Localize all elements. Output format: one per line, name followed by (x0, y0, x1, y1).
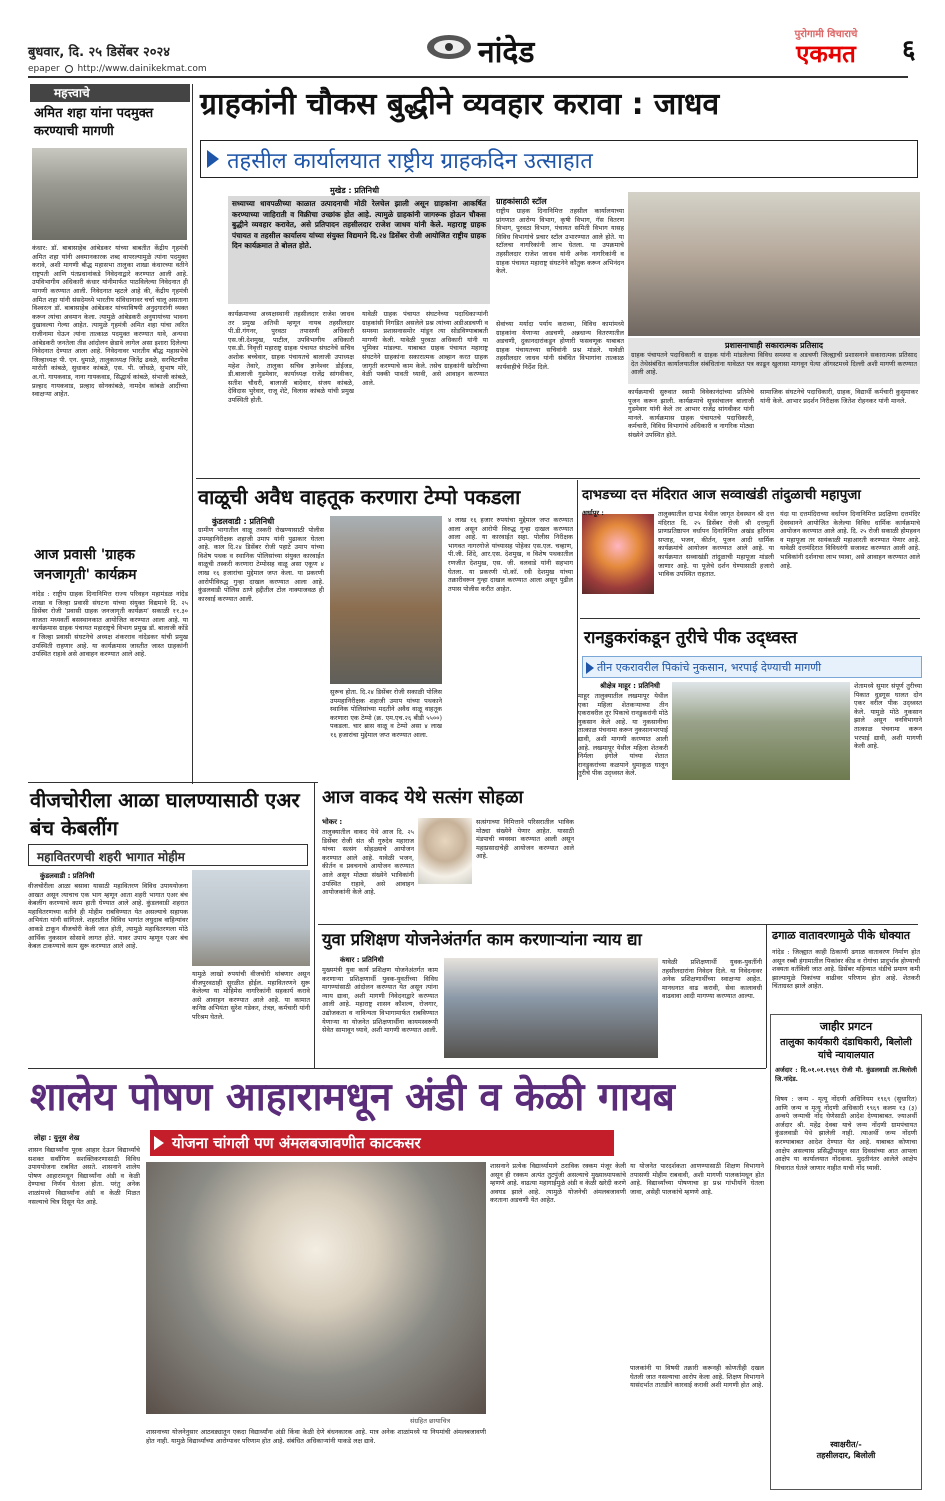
school-subhead (150, 1130, 614, 1156)
tempo-body: ग्रामीण भागातील वाळू तस्करी रोखण्यासाठी पोलीस उपमहानिरीक्षक शहाजी उमाप यांनी पुढाकार घेतला आहे. काल दि.२४ डिसेंबर रोजी पहाटे उमाप यांच्या विशेष पथक व स्थानिक पोलिसांच्या संयुक्त कारवाईत वाळूची तस्करी करणारा टेम्पोसह वाळू असा एकूण ४ लाख १६ हजारांचा मुद्देमाल जप्त केला. या प्रकरणी आरोपीविरुद्ध गुन्हा दाखल करण्यात आला आहे. कुंडलवाडी पोलिस ठाणे हद्दीतील टोल नाक्याजवळ ही कारवाई करण्यात आली. (198, 526, 324, 603)
datta-dateline: अर्धापूर : (582, 509, 604, 517)
public-notice (770, 1014, 922, 1490)
school-headline: शालेय पोषण आहारामधून अंडी व केळी गायब (30, 1075, 675, 1120)
story-body: कंधार: डॉ. बाबासाहेब आंबेडकर यांच्या बाबतीत केंद्रीय गृहमंत्री अमित शहा यांनी अवमानकारक शब्द वापरल्यामुळे त्यांना पदमुक्त करावे, अशी मागणी बौद्ध महासभा तालुका शाखा कंधारच्या वतीने राष्ट्रपती आणि पंतप्रधानांकडे निवेदनाद्वारे करण्यात आली आहे. उपविभागीय अधिकारी कंधार यांनीमार्फत पाठविलेल्या निवेदनात ही मागणी करण्यात आली. निवेदनात म्हटले आहे की, केंद्रीय गृहमंत्री अमित शहा यांनी संसदेमध्ये भारतीय संविधानावर चर्चा चालू असताना विश्वरत्न डॉ. बाबासाहेब आंबेडकर यांच्याविषयी अनुदगारांनी व्यक्त करून त्यांचा अवमान केला. त्यामुळे आंबेडकरी अनुयायांच्या भावना दुखावल्या गेल्या आहेत. त्यामुळे गृहमंत्री अमित शहा यांचा त्वरित राजीनामा घेऊन त्यांना तात्काळ पदमुक्त करण्यात यावे, अन्यथा आंबेडकरी जनतेला तीव्र आंदोलन छेडावे लागेल असा इशारा दिलेल्या निवेदनात देण्यात आला आहे. निवेदनावर भारतीय बौद्ध महासभेचे जिल्हाध्यक्ष पी. एन. धुमाळे, तालुकाध्यक्ष जितेंद्र ढवळे, सरचिटणीस मारोती कांबळे, सुधाकर कांबळे, एस. पी. जोंधळे, सुभाष मोरे, अ.गो. गायकवाड, नाना गायकवाड, सिद्धार्थ कांबळे, संभाजी कांबळे, प्रल्हाद गायकवाड, प्रल्हाद सोनकांबळे, नामदेव कांबळे आदींच्या स्वाक्षऱ्या आहेत. (32, 244, 188, 399)
lead-column: सेवांच्या मर्यादा पर्याय कराव्या, विविध कामांमध्ये ग्राहकांना येणाऱ्या अडचणी, अन्नधान्य वितरणातील अडचणी, दुकानदारांकडून होणारी फसवणूक याबाबत ग्राहक पंचायतच्या सचिवांनी प्रश्न मांडले. यावेळी तहसीलदार जाधव यांनी संबंधित विभागांना तात्काळ कार्यवाहीचे निर्देश दिले. (496, 320, 624, 371)
datta-body: तालुक्यातील दाभड येथील जागृत देवस्थान श्री दत्त मंदिरात दि. २५ डिसेंबर रोजी श्री दत्तमूर्ती प्राणप्रतिष्ठापन वर्धापन दिनानिमित्त अखंड हरिनाम सप्ताह, भजन, कीर्तन, पूजन आदी धार्मिक कार्यक्रमांचे आयोजन करण्यात आले आहे. या कार्यक्रमात सव्वाखंडी तांदुळाची महापूजा मांडली जाणार आहे. या पूजेचे दर्शन घेण्यासाठी हजारो भाविक उपस्थित राहतात. (658, 510, 774, 579)
datta-idol-photo (582, 514, 654, 594)
randuk-body: माहूर तालुक्यातील लखमापूर येथील एका महिला शेतकऱ्याच्या तीन एकरावरील तूर पिकाचे रानडुकरांनी मोठे नुकसान केले आहे. या नुकसानीचा तात्काळ पंचनामा करून नुकसानभरपाई द्यावी, अशी मागणी करण्यात आली आहे. लखमापूर येथील महिला शेतकरी निर्मला इंगोले यांच्या शेतात रानडुकरांच्या कळपाने धुमाकूळ घालून तुरीचे पीक उद्ध्वस्त केले. (578, 692, 668, 778)
epaper-line (28, 64, 207, 74)
yuva-body: यावेळी प्रशिक्षणार्थी युवक-युवतींनी तहसीलदारांना निवेदन दिले. या निवेदनावर अनेक प्रशिक्षणार्थींच्या स्वाक्षऱ्या आहेत. मानधनात वाढ करावी, सेवा कालावधी वाढवावा आदी मागण्या करण्यात आल्या. (662, 958, 762, 1001)
datta-headline: दाभडच्या दत्त मंदिरात आज सव्वाखंडी तांदुळाची महापुजा (582, 487, 861, 503)
masthead-rule (28, 76, 908, 78)
school-body: शासनाने प्रत्येक विद्यार्थ्यामागे ठराविक रक्कम मंजूर केली असून ही रक्कम अत्यंत तुटपुंजी असल्याचे मुख्याध्यापकांचे म्हणणे आहे. वाढत्या महागाईमुळे अंडी व केळी खरेदी करणे अवघड झाले आहे. त्यामुळे योजनेची अंमलबजावणी करताना अडचणी येत आहेत. (490, 1162, 626, 1205)
vij-subhead (28, 844, 308, 866)
satsang-body: सत्संगाच्या निमित्ताने परिसरातील भाविक मोठ्या संख्येने येणार आहेत. यासाठी मंडपाची व्यवस्था करण्यात आली असून महाप्रसादाचेही आयोजन करण्यात आले आहे. (476, 818, 574, 861)
notice-title: जाहीर प्रगटन (819, 1020, 873, 1033)
column-divider (314, 782, 315, 1068)
notice-signature-name: तहसीलदार, बिलोली (816, 1451, 876, 1460)
tempo-body: सुरूच होता. दि.२४ डिसेंबर रोजी सकाळी पोलिस उपमहानिरीक्षक शहाजी उमाप यांच्या पथकाने स्थानिक पोलिसांच्या मदतीने अवैध वाळू वाहतूक करणारा एक टेम्पो (क्र. एम.एच.२६ बीडी ५५००) पकडला. चार ब्रास वाळू व टेम्पो असा ४ लाख १६ हजारांचा मुद्देमाल जप्त करण्यात आला. (330, 688, 442, 739)
randuk-headline: रानडुकरांकडून तुरीचे पीक उद्ध्वस्त (584, 628, 798, 648)
website-link[interactable]: http://www.dainikekmat.com (77, 64, 207, 74)
datta-body: यंदा या दत्तमंदिराच्या वर्धापन दिनानिमित्त प्रदक्षिणा दत्तमंदिर देवस्थानने आयोजित केलेल्या विविध धार्मिक कार्यक्रमाचे आयोजन करण्यात आले आहे. दि. २५ रोजी सकाळी होमहवन व महापूजा तर सायंकाळी महाआरती करण्यात येणार आहे. यावेळी दत्तमंदिरात विविधरंगी सजावट करण्यात आली आहे. भाविकांनी दर्शनाचा लाभ घ्यावा, असे आवाहन करण्यात आले आहे. (780, 510, 920, 570)
stall-box-body: राष्ट्रीय ग्राहक दिनानिमित्त तहसील कार्यालयाच्या प्रांगणात आरोग्य विभाग, कृषी विभाग, गॅस वितरण विभाग, पुरवठा विभाग, पंचायत समिती विभाग यासह विविध विभागांचे प्रचार स्टॉल उभारण्यात आले होते. या स्टॉलचा नागरिकांनी लाभ घेतला. या उपक्रमाचे तहसीलदार राजेश जाधव यांनी अनेक नागरिकांनी व ग्राहक पंचायत महाराष्ट्र संघटनेने कौतुक करून अभिनंदन केले. (496, 207, 624, 276)
lead-column: यावेळी ग्राहक पंचायत संघटनेच्या पदाधिकाऱ्यांनी ग्राहकांसी निगडित असलेले प्रश्न त्यांच्या अडीअडचणी व समस्या प्रशासनासमोर मांडून त्या सोडविण्याबाबती मागणी केली. यावेळी पुरवठा अधिकारी यांनी या भूमिका मांडल्या. याबाबत ग्राहक पंचायत महाराष्ट्र संघटनेने ग्राहकांना सकारात्मक आव्हान करत ग्राहक जागृती करण्याचे काम केले. तसेच ग्राहकांनी खरेदीच्या वेळी पक्की पावती घ्यावी, असे आवाहन करण्यात आले. (362, 310, 488, 387)
lead-intro-text: सध्याच्या धावपळीच्या काळात उत्पादनाची मोठी रेलचेल झाली असून ग्राहकांना आकर्षित करण्याच्या जाहिराती व विक्रीचा उच्छांक होत आहे. त्यामुळे ग्राहकांनी जागरूक होऊन चौकस बुद्धीने व्यवहार करावेत, असे प्रतिपादन तहसीलदार राजेश जाधव यांनी केले. महाराष्ट्र ग्राहक पंचायत व तहसील कार्यालय यांच्या संयुक्त विद्यमाने दि.२४ डिसेंबर रोजी आयोजित राष्ट्रीय ग्राहक दिन कार्यक्रमात ते बोलत होते. (232, 199, 486, 250)
vij-dateline: कुंडलवाडी : प्रतिनिधी (40, 872, 95, 880)
lead-column: सामाजिक संघटनेचे पदाधिकारी, ग्राहक, विद्यार्थी कर्मचारी कुसुमाकर यांनी केले. आभार प्रदर्शन निरीक्षक जितेश रोहनकर यांनी मानले. (760, 388, 918, 405)
story-body: नांदेड : राष्ट्रीय ग्राहक दिनानिमित्त राज्य परिवहन महामंडळ नांदेड शाखा व जिल्हा प्रवासी संघटना यांच्या संयुक्त विद्यमाने दि. २५ डिसेंबर रोजी 'प्रवासी ग्राहक जनजागृती कार्यक्रम' सकाळी ११.३० वाजता मध्यवर्ती बसस्थानकात आयोजित करण्यात आला आहे. या कार्यक्रमास ग्राहक पंचायत महाराष्ट्रचे विभाग प्रमुख डॉ. बालाजी कोंडे व जिल्हा प्रवासी संघटनेचे अध्यक्ष शंकरराव नांदेडकर यांची प्रमुख उपस्थिती राहणार आहे. या कार्यक्रमास जास्तीत जास्त ग्राहकांनी उपस्थित राहावे असे आवाहन करण्यात आले आहे. (32, 590, 188, 659)
notice-signature-label: स्वाक्षरीत/- (830, 1440, 862, 1449)
randuk-dateline: श्रीक्षेत्र माहूर : प्रतिनिधी (600, 682, 660, 690)
yuva-headline: युवा प्रशिक्षण योजनेअंतर्गत काम करणाऱ्यांना न्याय द्या (322, 930, 642, 949)
photo-caption (628, 338, 920, 384)
farm-photo (672, 682, 850, 780)
randuk-body: शेतामध्ये सुमार संपूर्ण तुरीच्या पिकात धुडगूस घालत दोन एकर वरील पीक उद्ध्वस्त केले. यामुळे मोठे नुकसान झाले असून वनविभागाने तात्काळ पंचनामा करून भरपाई द्यावी, अशी मागणी केली आहे. (854, 682, 922, 751)
arrow-icon (586, 662, 594, 674)
section-rule (580, 618, 920, 619)
protest-photo (32, 148, 187, 240)
vij-subhead-text: महावितरणची शहरी भागात मोहीम (37, 850, 185, 864)
vij-body: यामुळे लाखो रुपयांची वीजचोरी थांबणार असून वीजपुरवठाही सुरळीत होईल. महावितरणने सुरू केलेल्या या मोहिमेस नागरिकांनी सहकार्य करावे असे आवाहन करण्यात आले आहे. या कामात कनिष्ठ अभियंता सुरेश गडेकर, तंत्रज्ञ, कर्मचारी यांनी परिश्रम घेतले. (192, 970, 310, 1021)
school-dateline: लोहा : युनूस शेख (34, 1134, 80, 1142)
issue-date: बुधवार, दि. २५ डिसेंबर २०२४ (28, 45, 170, 60)
pik-headline: ढगाळ वातावरणामुळे पीके धोक्यात (772, 929, 911, 942)
saint-photo (418, 818, 472, 884)
globe-icon (65, 65, 73, 73)
school-body: शासनाच्या योजनेनुसार आठवड्यातून एकदा विद्यार्थ्यांना अंडी किंवा केळी देणे बंधनकारक आहे. मात्र अनेक शाळांमध्ये या नियमांची अंमलबजावणी होत नाही. यामुळे विद्यार्थ्यांच्या आरोग्यावर परिणाम होत आहे. संबंधित अधिकाऱ्यांनी याकडे लक्ष द्यावे. (146, 1428, 486, 1445)
edition-ornament (425, 32, 473, 62)
ceremony-photo (628, 192, 920, 336)
satsang-body: तालुक्यातील वाकद येथे आज दि. २५ डिसेंबर रोजी संत श्री गुरुदेव महाराज यांच्या सत्संग सोहळ्याचे आयोजन करण्यात आले आहे. यावेळी भजन, कीर्तन व प्रवचनाचे आयोजन करण्यात आले असून मोठ्या संख्येने भाविकांनी उपस्थित राहावे, असे आवाहन आयोजकांनी केले आहे. (322, 828, 414, 897)
satsang-dateline: भोकर : (322, 818, 343, 826)
randuk-subhead-text: तीन एकरावरील पिकांचे नुकसान, भरपाई देण्याची मागणी (597, 661, 822, 674)
yuva-dateline: कंधार : प्रतिनिधी (340, 956, 384, 964)
lead-headline: ग्राहकांनी चौकस बुद्धीने व्यवहार करावा : जाधव (200, 87, 720, 122)
photo-caption-title: प्रशासनाचाही सकारात्मक प्रतिसाद (724, 341, 824, 350)
brand-tagline: पुरोगामी विचाराचे (794, 29, 858, 40)
masthead (0, 0, 945, 80)
edition-name: नांदेड (478, 35, 535, 70)
photo-caption-body: ग्राहक पंचायतने पदाधिकारी व ग्राहक यांनी मांडलेल्या विविध समस्या व अडचणी जिल्ह्याची प्रशासनाने सकारात्मक प्रतिसाद देत तेथेसंबंधित कार्यालयातील संबंधितांना यावेळत पत्र काढून खुलासा मागवून येत्या ऑगस्टमध्ये दिल्ली अशी मागणी करण्यात आली आहे. (631, 351, 917, 377)
lead-column: कार्यक्रमाची सुरुवात स्वामी विवेकानंदांच्या प्रतिमेचे पूजन करून झाली. कार्यक्रमाचे सूत्रसंचालन बालाजी गुडमेवार यांनी केले तर आभार राजेंद्र सांगवीकर यांनी मानले. कार्यक्रमास ग्राहक पंचायतचे पदाधिकारी, कर्मचारी, विविध विभागांचे अधिकारी व नागरिक मोठ्या संख्येने उपस्थित होते. (628, 388, 754, 439)
story-headline: अमित शहा यांना पदमुक्त करण्याची मागणी (34, 106, 154, 139)
vij-headline: वीजचोरीला आळा घालण्यासाठी एअर बंच केबलींग (30, 788, 300, 840)
section-rule (28, 782, 318, 783)
eggs-meal-photo (146, 1162, 486, 1414)
randuk-subhead (582, 656, 922, 678)
satsang-headline: आज वाकद येथे सत्संग सोहळा (322, 787, 524, 808)
arrow-icon (207, 150, 219, 168)
notice-court: तालुका कार्यकारी दंडाधिकारी, बिलोली यांचे न्यायालयात (780, 1037, 912, 1061)
notice-body: विषय : जन्म - मृत्यू नोंदणी अधिनियम १९६९ (सुधारित) आणि जन्म व मृत्यू नोंदणी अधिकारी १९६९ कलम १३ (३) अन्वये जन्माची नोंद घेणेसाठी आदेश देण्याबाबत. ज्याअर्थी अर्जदार श्री. महेंद्र देवबा याचे जन्म नोंदणी ग्रामपंचायत कुंडलवाडी येथे झालेली नाही. त्याअर्थी जन्म नोंदणी करण्याबाबत आदेश देण्यात येत आहे. याबाबत कोणाचा आक्षेप असल्यास प्रसिद्धीपासून सात दिवसांच्या आत आपला आक्षेप या कार्यालयात नोंदवावा. मुदतीनंतर आलेले आक्षेप विचारात घेतले जाणार नाहीत याची नोंद घ्यावी. (775, 1095, 917, 1172)
stall-box-title: ग्राहकांसाठी स्टॉल (496, 197, 547, 206)
lead-column: कार्यक्रमाच्या अध्यक्षस्थानी तहसीलदार राजेश जाधव तर प्रमुख अतिथी म्हणून नायब तहसीलदार पी.डी.गंगनर, पुरवठा तपासणी अधिकारी एस.जी.देशमुख, पाटील, उपविभागीय अधिकारी एस.डी. निवृत्ती महाराष्ट्र ग्राहक पंचायत संघटनेचे सचिव अशोक बच्चेवार, ग्राहक पंचायतचे बालाजी उपाध्यक्ष महेश तेवारे, तालुका सचिव ज्ञानेश्वर डोईजड, डी.बालाजी गुडमेवार, कार्याध्यक्ष राजेंद्र सांगवीकर, सतीश चौधरी, बालाजी बादेवार, संजय कांबळे, देविदास भुरेवार, राजू शेटे, विलास कांबळे यांची प्रमुख उपस्थिती होती. (228, 310, 354, 404)
school-body: या योजनेत पारदर्शकता आणण्यासाठी शिक्षण विभागाने तपासणी मोहीम राबवावी, अशी मागणी पालकांमधून होत आहे. विद्यार्थ्यांच्या पोषणाचा हा प्रश्न गांभीर्याने घेतला जावा, असेही पालकांचे म्हणणे आहे. (630, 1162, 764, 1196)
notice-case: अर्जदार : दि.०१.०१.१९६९ रोजी मौ. कुंडलवाडी ता.बिलोली जि.नांदेड. (775, 1066, 917, 1083)
section-label (30, 84, 190, 102)
yuva-group-photo (444, 958, 658, 1058)
section-rule (196, 478, 920, 479)
pik-body: नांदेड : जिल्ह्यात काही ठिकाणी ढगाळ वातावरण निर्माण होत असून रब्बी हंगामातील पिकांवर कीड व रोगांचा प्रादुर्भाव होण्याची शक्यता वर्तविली जात आहे. डिसेंबर महिन्यात थंडीचे प्रमाण कमी झाल्यामुळे पिकांच्या वाढीवर परिणाम होत आहे. शेतकरी चिंताग्रस्त झाले आहेत. (772, 948, 920, 991)
school-body: शासन विद्यार्थ्यांना पूरक आहार देऊन विद्यार्थ्यांचे सशक्त सर्वांगिण सशक्तिकरणासाठी विविध उपाययोजना राबवित असते. शासनाने शालेय पोषण आहारामधून विद्यार्थ्यांना अंडी व केळी देण्याचा निर्णय घेतला होता. परंतु अनेक शाळांमध्ये विद्यार्थ्यांना अंडी व केळी मिळत नसल्याचे चित्र दिसून येत आहे. (28, 1146, 140, 1206)
lead-subhead-text: तहसील कार्यालयात राष्ट्रीय ग्राहकदिन उत्साहात (227, 149, 593, 174)
lead-subhead (200, 140, 918, 178)
tempo-dateline: कुंडलवाडी : प्रतिनिधी (212, 517, 275, 526)
school-subhead-text: योजना चांगली पण अंमलबजावणीत काटकसर (172, 1134, 421, 1152)
tempo-body: ४ लाख १६ हजार रुपयांचा मुद्देमाल जप्त करण्यात आला असून आरोपी विरुद्ध गुन्हा दाखल करण्यात आला आहे. या कारवाईत सहा. पोलीस निरीक्षक भागवत नागरगोजे यांच्यासह पोहेका एस.एल. चव्हाण, पी.जी. शिंदे, आर.एस. देशमुख, व विशेष पथकातील रणजीत देशमुख, एस. जी. वलवाडे यांनी सहभाग घेतला. या प्रकरणी पो.कॉ. रवी देशमुख यांच्या तक्रारीवरून गुन्हा दाखल करण्यात आला असून पुढील तपास पोलीस करीत आहेत. (448, 516, 573, 593)
column-divider (766, 924, 767, 1068)
brand-block (760, 26, 892, 70)
tempo-headline: वाळूची अवैध वाहतूक करणारा टेम्पो पकडला (198, 485, 521, 509)
stall-box (496, 196, 624, 316)
vij-body: वीजचोरीला आळा बसावा यासाठी महावितरण विविध उपाययोजना आखत असून त्याचाच एक भाग म्हणून आता शहरी भागात एअर बंच केबलींग करण्याचे काम हाती घेण्यात आले आहे. कुंडलवाडी शहरात महावितरणच्या वतीने ही मोहीम राबविण्यात येत असल्याचे सहायक अभियंता यांनी सांगितले. शहरातील विविध भागांत लघुदाब वाहिन्यांवर आकडे टाकून वीजचोरी केली जात होती, त्यामुळे महावितरणला मोठे आर्थिक नुकसान सोसावे लागत होते. यावर उपाय म्हणून एअर बंच केबल टाकण्याचे काम सुरू करण्यात आले आहे. (28, 882, 188, 951)
lead-dateline: मुखेड : प्रतिनिधी (330, 186, 380, 195)
cable-photo (192, 870, 310, 966)
lead-intro (228, 196, 490, 304)
brand-logo: एकमत (796, 40, 856, 68)
section-label-text: महत्त्वाचे (54, 86, 90, 100)
story-headline: आज प्रवासी 'ग्राहक जनजागृती' कार्यक्रम (34, 547, 137, 583)
tempo-photo (330, 516, 442, 684)
column-divider (192, 84, 193, 784)
yuva-body: मुख्यमंत्री युवा कार्य प्रशिक्षण योजनेअंतर्गत काम करणाऱ्या प्रशिक्षणार्थी युवक-युवतींच्या विविध मागण्यांसाठी आंदोलन करण्यात येत असून त्यांना न्याय द्यावा, अशी मागणी निवेदनाद्वारे करण्यात आली आहे. महाराष्ट्र शासन कौशल्य, रोजगार, उद्योजकता व नाविन्यता विभागामार्फत राबविण्यात येणाऱ्या या योजनेत प्रशिक्षणार्थीना कायमस्वरूपी सेवेत सामावून घ्यावे, अशी मागणी करण्यात आली. (322, 966, 438, 1035)
page-number: ६ (902, 35, 916, 65)
epaper-label: epaper (28, 64, 60, 74)
section-rule (318, 924, 918, 925)
arrow-icon (154, 1136, 164, 1150)
school-body: पालकांनी या विषयी तक्रारी करूनही कोणतीही दखल घेतली जात नसल्याचा आरोप केला आहे. शिक्षण विभागाने यासंदर्भात तातडीने कारवाई करावी अशी मागणी होत आहे. (630, 1364, 764, 1390)
photo-caption: संग्रहित छायाचित्र (410, 1417, 451, 1425)
